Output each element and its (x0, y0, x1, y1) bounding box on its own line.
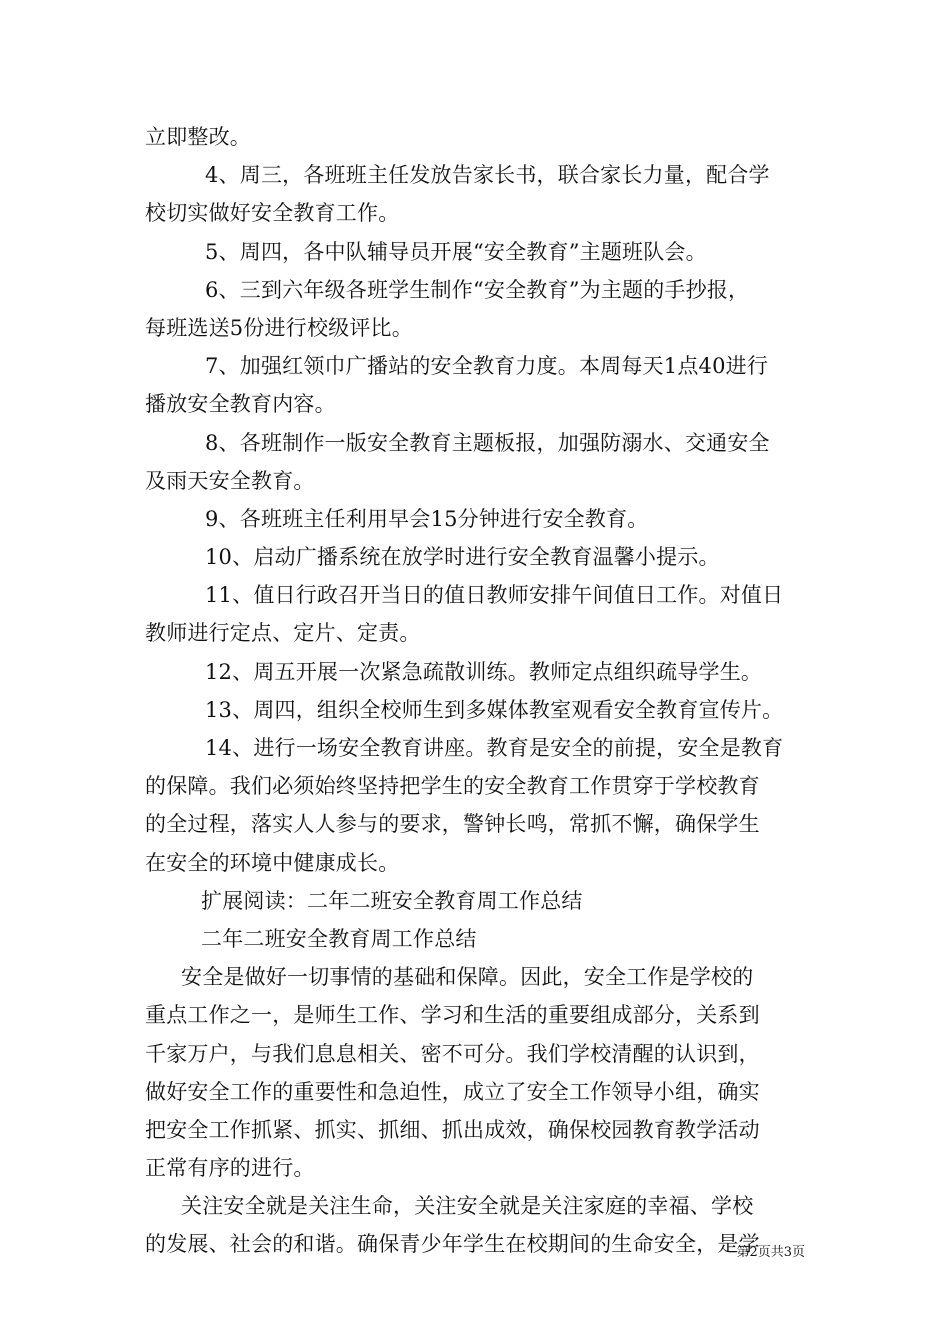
text-line: 6、三到六年级各班学生制作“安全教育”为主题的手抄报， (205, 277, 750, 302)
text-line: 4、周三，各班班主任发放告家长书，联合家长力量，配合学 (205, 163, 770, 188)
text-line: 播放安全教育内容。 (145, 392, 336, 417)
page-number: 第2页共3页 (736, 1245, 805, 1260)
text-line: 教师进行定点、定片、定责。 (145, 621, 421, 646)
text-line: 在安全的环境中健康成长。 (145, 850, 400, 875)
text-line: 的全过程，落实人人参与的要求，警钟长鸣，常抓不懈，确保学生 (145, 812, 760, 837)
text-line: 重点工作之一，是师生工作、学习和生活的重要组成部分，关系到 (145, 1003, 760, 1028)
text-line: 14、进行一场安全教育讲座。教育是安全的前提，安全是教育 (205, 736, 784, 760)
text-line: 12、周五开展一次紧急疏散训练。教师定点组织疏导学生。 (205, 659, 763, 684)
text-line: 及雨天安全教育。 (145, 468, 315, 493)
text-line: 7、加强红领巾广播站的安全教育力度。本周每天1点40进行 (205, 354, 769, 379)
text-line: 5、周四，各中队辅导员开展“安全教育”主题班队会。 (205, 239, 707, 264)
text-line: 把安全工作抓紧、抓实、抓细、抓出成效，确保校园教育教学活动 (145, 1117, 760, 1142)
text-line: 10、启动广播系统在放学时进行安全教育温馨小提示。 (205, 545, 720, 570)
text-line: 的发展、社会的和谐。确保青少年学生在校期间的生命安全，是学 (145, 1232, 760, 1257)
text-line: 做好安全工作的重要性和急迫性，成立了安全工作领导小组，确实 (145, 1079, 760, 1104)
summary-title: 二年二班安全教育周工作总结 (201, 926, 477, 951)
text-line: 的保障。我们必须始终坚持把学生的安全教育工作贯穿于学校教育 (145, 774, 760, 799)
extended-reading-heading: 扩展阅读：二年二班安全教育周工作总结 (201, 888, 583, 913)
text-line: 校切实做好安全教育工作。 (145, 201, 400, 226)
text-line: 立即整改。 (145, 125, 251, 149)
text-line: 9、各班班主任利用早会15分钟进行安全教育。 (205, 506, 649, 531)
text-line: 每班选送5份进行校级评比。 (145, 315, 413, 340)
text-line: 千家万户，与我们息息相关、密不可分。我们学校清醒的认识到， (145, 1041, 760, 1066)
text-line: 关注安全就是关注生命，关注安全就是关注家庭的幸福、学校 (181, 1194, 754, 1219)
text-line: 安全是做好一切事情的基础和保障。因此，安全工作是学校的 (181, 965, 754, 990)
text-line: 8、各班制作一版安全教育主题板报，加强防溺水、交通安全 (205, 430, 770, 455)
document-body (145, 118, 815, 1264)
text-line: 11、值日行政召开当日的值日教师安排午间值日工作。对值日 (205, 583, 784, 608)
text-line: 正常有序的进行。 (145, 1156, 315, 1181)
text-line: 13、周四，组织全校师生到多媒体教室观看安全教育宣传片。 (205, 697, 784, 722)
